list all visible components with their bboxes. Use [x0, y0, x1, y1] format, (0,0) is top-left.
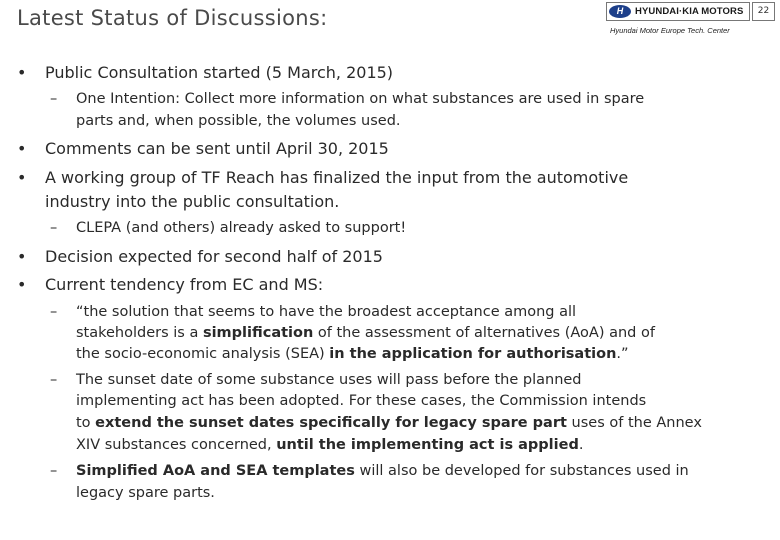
sub-bullet-item — [50, 461, 689, 482]
text-run: the socio-economic analysis (SEA) — [76, 346, 330, 362]
dash-icon: – — [50, 304, 58, 320]
dash-icon: – — [50, 91, 58, 107]
sub-bullet-text: One Intention: Collect more information on what substances are used in spare — [76, 91, 645, 107]
bullet-text: A working group of TF Reach has finalized the input from the automotive — [45, 168, 629, 187]
sub-bullet-text: parts and, when possible, the volumes used. — [76, 113, 401, 129]
sub-bullet-continuation — [76, 413, 702, 434]
bullet-icon: • — [17, 63, 27, 82]
text-run: . — [578, 437, 584, 453]
header-subtitle: Hyundai Motor Europe Tech. Center — [610, 26, 730, 35]
text-run: will also be developed for substances used in — [354, 463, 689, 479]
bullet-text: Decision expected for second half of 2015 — [45, 247, 383, 266]
brand-logo — [606, 2, 750, 21]
text-run: XIV substances concerned, — [76, 437, 277, 453]
text-run-bold: in the application for authorisation — [329, 346, 617, 362]
sub-bullet-continuation — [76, 323, 655, 344]
text-run: of the assessment of alternatives (AoA) and of — [313, 325, 655, 341]
bullet-item — [17, 167, 629, 188]
logo-text: HYUNDAI·KIA MOTORS — [635, 6, 744, 17]
text-run-bold: Simplified AoA and SEA templates — [76, 463, 355, 479]
text-run: .” — [616, 346, 629, 362]
hyundai-logo-icon: H — [609, 5, 631, 18]
text-run-bold: until the implementing act is applied — [276, 437, 579, 453]
text-run: legacy spare parts. — [76, 485, 215, 501]
bullet-item — [17, 138, 389, 159]
sub-bullet-continuation — [76, 483, 215, 504]
sub-bullet-continuation — [76, 435, 583, 456]
sub-bullet-text: “the solution that seems to have the broadest acceptance among all — [76, 304, 577, 320]
bullet-icon: • — [17, 139, 27, 158]
bullet-text: industry into the public consultation. — [45, 192, 340, 211]
page-number: 22 — [752, 2, 775, 21]
sub-bullet-continuation — [76, 391, 646, 412]
sub-bullet-continuation — [76, 111, 401, 132]
text-run-bold: extend the sunset dates specifically for legacy spare part — [95, 415, 567, 431]
text-run: stakeholders is a — [76, 325, 203, 341]
sub-bullet-text: The sunset date of some substance uses will pass before the planned — [76, 372, 582, 388]
text-run-bold: simplification — [202, 325, 314, 341]
page-title: Latest Status of Discussions: — [17, 6, 328, 30]
bullet-icon: • — [17, 275, 27, 294]
sub-bullet-item — [50, 370, 582, 391]
bullet-item — [17, 62, 394, 83]
sub-bullet-item — [50, 89, 645, 110]
bullet-item — [17, 274, 324, 295]
sub-bullet-text: CLEPA (and others) already asked to support! — [76, 220, 407, 236]
dash-icon: – — [50, 372, 58, 388]
dash-icon: – — [50, 220, 58, 236]
bullet-text: Current tendency from EC and MS: — [45, 275, 324, 294]
sub-bullet-item — [50, 218, 407, 239]
bullet-continuation — [45, 191, 339, 212]
dash-icon: – — [50, 463, 58, 479]
text-run: uses of the Annex — [566, 415, 702, 431]
sub-bullet-continuation — [76, 344, 629, 365]
bullet-icon: • — [17, 168, 27, 187]
bullet-text: Comments can be sent until April 30, 2015 — [45, 139, 389, 158]
bullet-icon: • — [17, 247, 27, 266]
sub-bullet-item — [50, 302, 577, 323]
bullet-item — [17, 246, 383, 267]
text-run: implementing act has been adopted. For these cases, the Commission intends — [76, 393, 647, 409]
bullet-text: Public Consultation started (5 March, 2015) — [45, 63, 394, 82]
text-run: to — [76, 415, 96, 431]
